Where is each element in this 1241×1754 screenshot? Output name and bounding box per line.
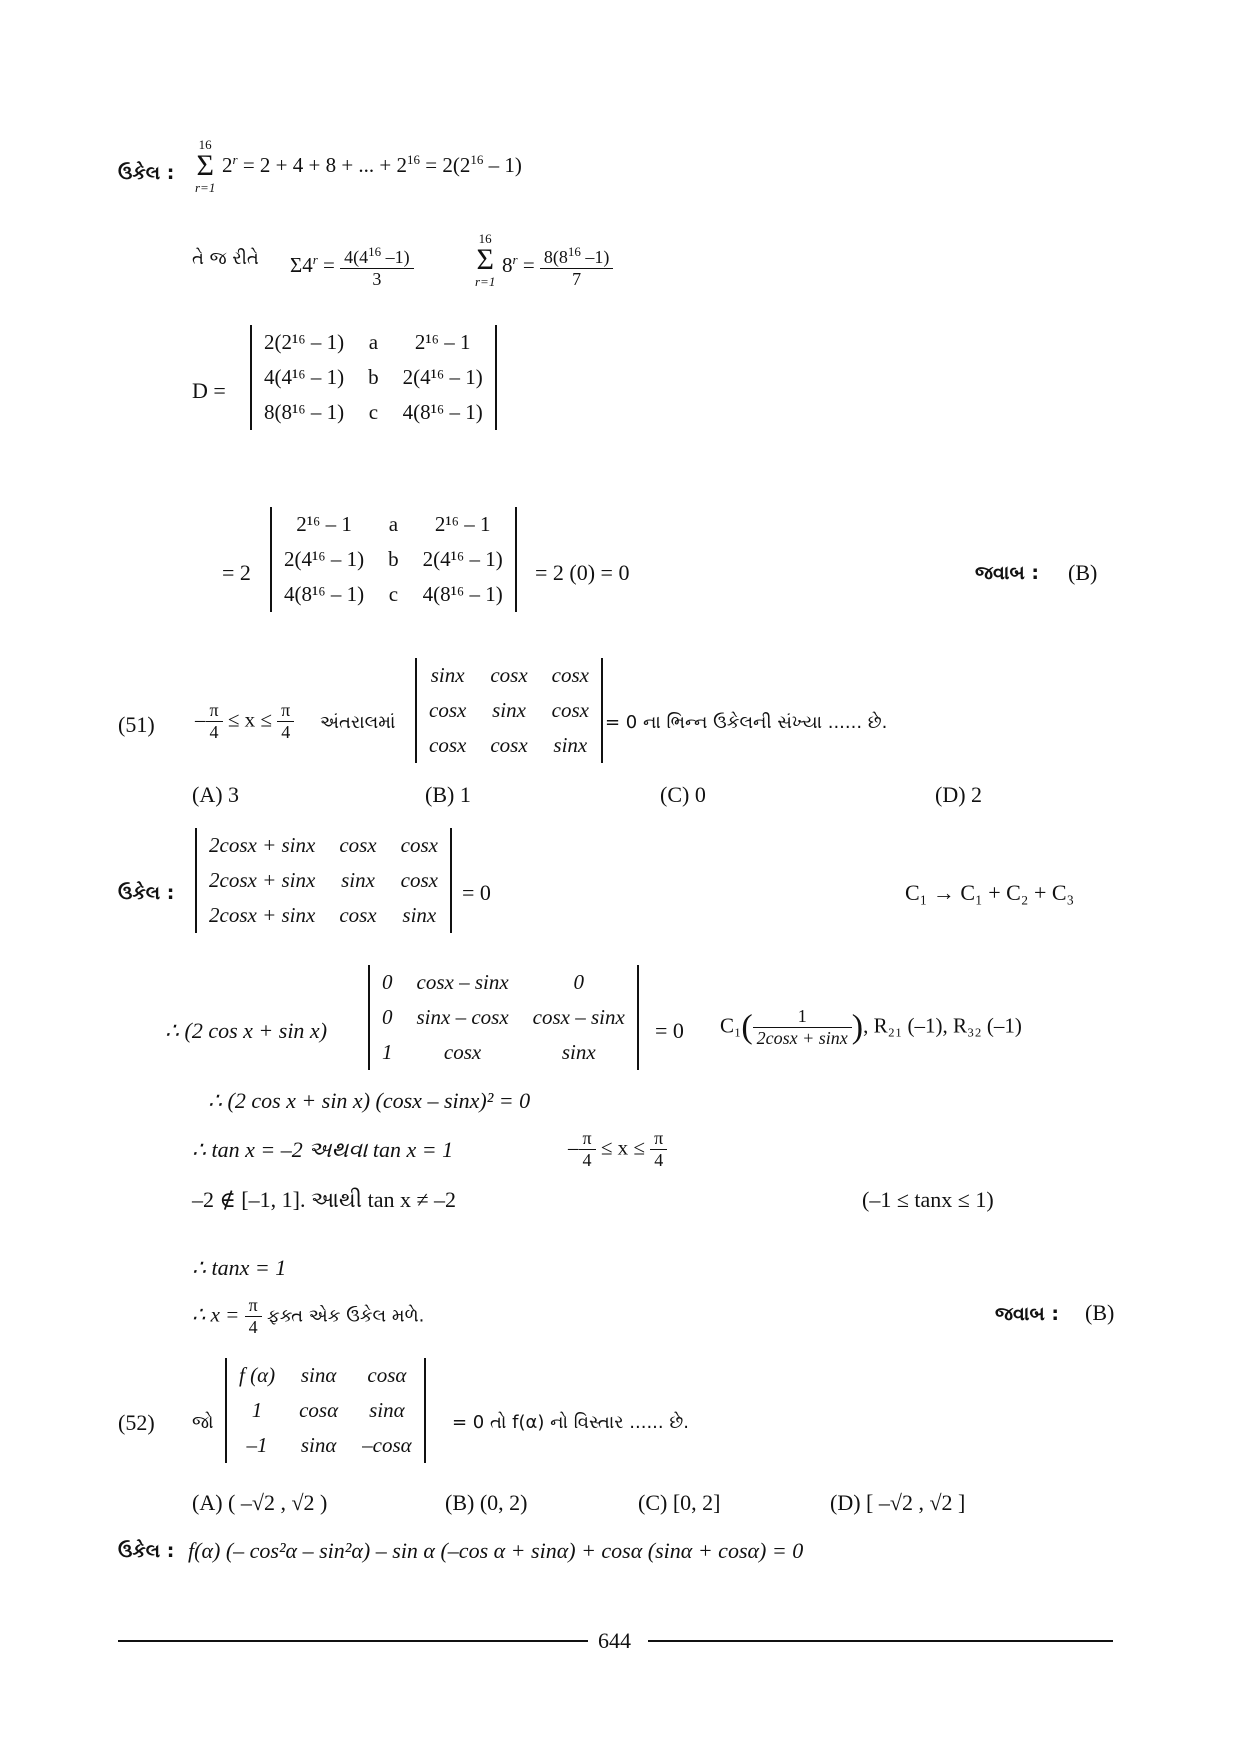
matrix-cell: sinα (300, 1433, 337, 1457)
tan-exclusion: –2 ∉ [–1, 1]. આથી tan x ≠ –2 (192, 1187, 457, 1212)
matrix-cell: 2¹⁶ – 1 (414, 330, 471, 354)
sigma-symbol: 16 Σ r=1 (195, 137, 216, 195)
answer-value: (B) (1085, 1300, 1115, 1325)
q52-stem-tail: = 0 તો f(α) નો વિસ્તાર ...... છે. (452, 1412, 689, 1433)
matrix-cell: cosx (490, 733, 528, 757)
matrix-row (272, 577, 515, 612)
tan-range: – $\frac{\pi}{4}$ ≤ x ≤ $\frac{\pi}{4}$ (568, 1128, 667, 1171)
sigma-symbol-8: 16 Σ r=1 (475, 231, 496, 289)
matrix-cell: cosx (551, 698, 589, 722)
solution-label: ઉકેલ : (118, 882, 175, 904)
matrix-cell: cosx (339, 833, 377, 857)
matrix-cell: 4(8¹⁶ – 1) (402, 400, 483, 424)
matrix-row (197, 828, 450, 863)
matrix-cell: cosα (299, 1398, 339, 1422)
question-number-51: (51) (118, 712, 155, 737)
sum4-expression: $\Sigma 4^r$ = $\frac{4(4^{16} -1)}{3}$ (290, 244, 414, 290)
option-a: (A) ( –√2 , √2 ) (192, 1490, 328, 1515)
matrix-cell: 2(4¹⁶ – 1) (284, 547, 365, 571)
matrix-cell: cosx (490, 663, 528, 687)
matrix-cell: sinx (561, 1040, 596, 1064)
q51-matrix (415, 658, 603, 763)
matrix-cell: a (368, 330, 379, 354)
matrix-row (272, 542, 515, 577)
option-c: (C) 0 (660, 782, 706, 807)
solution-label: ઉકેલ : (118, 1540, 175, 1562)
footer-rule-right (648, 1640, 1113, 1642)
matrix-row (252, 360, 495, 395)
equation-prefix: = 2 (222, 560, 251, 585)
matrix-cell: 0 (573, 970, 584, 994)
matrix-cell: –1 (246, 1433, 268, 1457)
q52-solution-line: f(α) (– cos²α – sin²α) – sin α (–cos α + sinα) + cosα (sinα + cosα) = 0 (188, 1538, 804, 1563)
option-b: (B) 1 (425, 782, 471, 807)
factor-expression: ∴ (2 cos x + sin x) (165, 1018, 328, 1043)
matrix-cell: 2cosx + sinx (209, 868, 316, 892)
matrix-cell: sinx (553, 733, 588, 757)
matrix-cell: 2¹⁶ – 1 (296, 512, 352, 536)
matrix-cell: c (368, 400, 379, 424)
q51-interval-text: અંતરાલમાં (320, 712, 396, 733)
matrix-cell: 4(8¹⁶ – 1) (284, 582, 365, 606)
matrix-cell: f (α) (239, 1363, 276, 1387)
matrix-cell: 2(4¹⁶ – 1) (402, 365, 483, 389)
matrix-cell: cosx (339, 903, 377, 927)
matrix-row (252, 395, 495, 430)
matrix-cell: cosx (400, 868, 438, 892)
product-equation: ∴ (2 cos x + sin x) (cosx – sinx)² = 0 (208, 1088, 531, 1113)
matrix-cell: sinα (300, 1363, 337, 1387)
determinant-label: D = (192, 378, 226, 403)
option-b: (B) (0, 2) (445, 1490, 528, 1515)
answer-label: જવાબ : (995, 1303, 1059, 1325)
similarly-text: તે જ રીતે (192, 248, 259, 269)
sum-expression: 2$^r$ = 2 + 4 + 8 + ... + $2^{16} = 2(2^{16} - 1)$ (222, 152, 522, 177)
matrix-cell: b (388, 547, 399, 571)
sol51-matrix-2 (368, 965, 639, 1070)
matrix-cell: 8(8¹⁶ – 1) (264, 400, 345, 424)
matrix-cell: cosx (429, 733, 467, 757)
matrix-cell: 2(4¹⁶ – 1) (422, 547, 503, 571)
column-operation: C₁ → C₁ + C₂ + C₃ (905, 880, 1075, 905)
equation-result: = 2 (0) = 0 (535, 560, 630, 585)
matrix-cell: sinx (430, 663, 465, 687)
footer-rule-left (118, 1640, 588, 1642)
solution-label: ઉકેલ : (118, 162, 175, 184)
matrix-row (197, 863, 450, 898)
matrix-row (417, 693, 601, 728)
tan-result: ∴ tanx = 1 (192, 1255, 287, 1280)
q51-stem-tail: = 0 ના ભિન્ન ઉકેલની સંખ્યા ...... છે. (605, 712, 888, 733)
matrix-cell: –cosα (362, 1433, 412, 1457)
q52-matrix (225, 1358, 426, 1463)
matrix-cell: 2cosx + sinx (209, 903, 316, 927)
matrix-row (227, 1358, 424, 1393)
matrix-row (370, 1000, 637, 1035)
matrix-cell: sinα (369, 1398, 405, 1422)
matrix-cell: c (388, 582, 399, 606)
matrix-cell: sinx (402, 903, 437, 927)
matrix-row (197, 898, 450, 933)
sum8-expression: $8^r$ = $\frac{8(8^{16} -1)}{7}$ (502, 244, 613, 290)
answer-label: જવાબ : (975, 562, 1039, 584)
matrix-cell: a (388, 512, 399, 536)
option-a: (A) 3 (192, 782, 240, 807)
matrix-cell: 1 (382, 1040, 393, 1064)
matrix-cell: 0 (382, 1005, 393, 1029)
x-solution: ∴ x = $\frac{\pi}{4}$ ફક્ત એક ઉકેલ મળે. (192, 1295, 425, 1337)
question-number-52: (52) (118, 1410, 155, 1435)
matrix-row (370, 1035, 637, 1070)
matrix-row (227, 1428, 424, 1463)
matrix-cell: sinx (492, 698, 526, 722)
matrix-cell: 4(8¹⁶ – 1) (422, 582, 503, 606)
option-d: (D) [ –√2 , √2 ] (830, 1490, 966, 1515)
tan-bound: (–1 ≤ tanx ≤ 1) (862, 1187, 994, 1212)
q51-range: – $\frac{\pi}{4}$ ≤ x ≤ $\frac{\pi}{4}$ (195, 700, 294, 743)
q52-if: જો (192, 1412, 214, 1433)
sol51-eq1-tail: = 0 (462, 880, 491, 905)
option-c: (C) [0, 2] (638, 1490, 721, 1515)
matrix-cell: b (368, 365, 379, 389)
matrix-cell: 2cosx + sinx (209, 833, 316, 857)
matrix-row (417, 728, 601, 763)
matrix-cell: cosx (429, 698, 467, 722)
matrix-cell: 0 (382, 970, 393, 994)
matrix-cell: sinx – cosx (416, 1005, 509, 1029)
matrix-cell: sinx (341, 868, 375, 892)
sol51-matrix-1 (195, 828, 452, 933)
matrix-row (370, 965, 637, 1000)
matrix-row (252, 325, 495, 360)
determinant-matrix-2 (270, 507, 517, 612)
matrix-cell: cosα (367, 1363, 407, 1387)
tan-equation: ∴ tan x = –2 અથવા tan x = 1 (192, 1137, 454, 1162)
matrix-cell: 4(4¹⁶ – 1) (264, 365, 345, 389)
matrix-row (272, 507, 515, 542)
matrix-row (227, 1393, 424, 1428)
answer-value: (B) (1068, 560, 1098, 585)
row-operation: C₁( $\frac{1}{2\cos x + \sin x}$ ), R₂₁ (–1), R₃₂ (–1) (720, 1006, 1022, 1048)
option-d: (D) 2 (935, 782, 983, 807)
determinant-matrix-1 (250, 325, 497, 430)
matrix-row (417, 658, 601, 693)
matrix-cell: cosx – sinx (416, 970, 509, 994)
matrix-cell: 2(2¹⁶ – 1) (264, 330, 345, 354)
sol51-eq2-tail: = 0 (655, 1018, 684, 1043)
matrix-cell: 1 (251, 1398, 263, 1422)
matrix-cell: 2¹⁶ – 1 (434, 512, 491, 536)
page-number: 644 (598, 1628, 631, 1653)
matrix-cell: cosx (551, 663, 589, 687)
matrix-cell: cosx (400, 833, 438, 857)
matrix-cell: cosx – sinx (532, 1005, 625, 1029)
matrix-cell: cosx (443, 1040, 482, 1064)
